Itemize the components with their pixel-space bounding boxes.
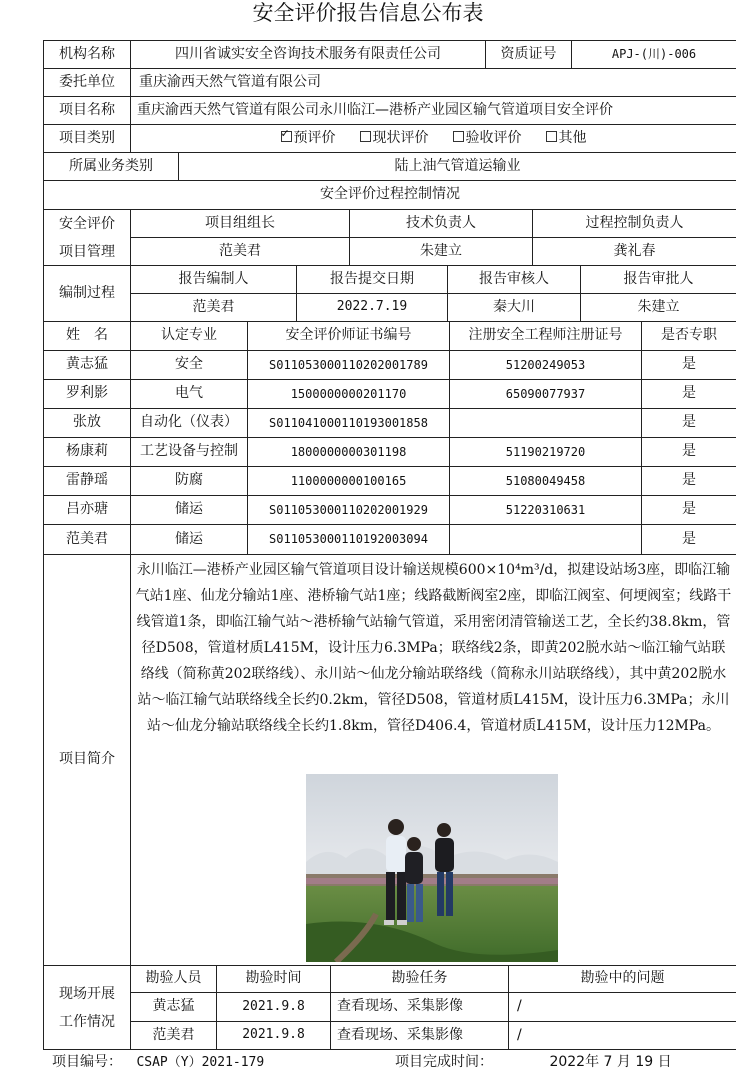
staff-name: 杨康莉 [43, 437, 130, 466]
staff-cert: 1100000000100165 [247, 466, 449, 495]
intro-text: 永川临江—港桥产业园区输气管道项目设计输送规模600×10⁴m³/d，拟建设站场3座，即临江输气站1座、仙龙分输站1座、港桥输气站1座；线路截断阀室2座，即临江阀室、何埂阀室；线路干线管道1条，即临江输气站～港桥输气站输气管道，采用密闭清管输送工艺，全长约38.8km，管径D508，管道材质L415M，设计压力6.3MPa；联络线2条，即黄202脱水站～临江输气站联络线（简称黄202联络线）、永川站～仙龙分输站联络线（简称永川站联络线），其中黄202脱水站～临江输气站联络线全长约0.2km，管径D508，管道材质L415M，设计压力6.3MPa；永川站～仙龙分输站联络线全长约1.8km，管径D406.4，管道材质L415M，设计压力12MPa。 [130, 554, 736, 772]
survey-header-time: 勘验时间 [216, 965, 330, 992]
checkbox-icon [546, 131, 557, 142]
survey-task: 查看现场、采集影像 [330, 992, 508, 1021]
photo-area [130, 772, 736, 965]
survey-issue: / [508, 992, 736, 1021]
info-table [43, 40, 736, 1050]
compile-value-approver: 朱建立 [580, 293, 736, 321]
staff-cert: 1500000000201170 [247, 379, 449, 408]
category-option-other: 其他 [546, 130, 587, 148]
staff-name: 黄志猛 [43, 350, 130, 379]
org-label: 机构名称 [43, 40, 130, 68]
control-header: 安全评价过程控制情况 [43, 180, 736, 209]
business-value: 陆上油气管道运输业 [178, 152, 736, 180]
staff-header-full: 是否专职 [641, 321, 736, 350]
staff-full: 是 [641, 437, 736, 466]
survey-time: 2021.9.8 [216, 992, 330, 1021]
staff-full: 是 [641, 466, 736, 495]
staff-full: 是 [641, 524, 736, 554]
project-code: 项目编号： CSAP（Y）2021-179 [52, 1054, 265, 1070]
staff-header-name: 姓 名 [43, 321, 130, 350]
category-option-accept: 验收评价 [453, 130, 522, 148]
survey-header-task: 勘验任务 [330, 965, 508, 992]
management-label: 安全评价 项目管理 [43, 209, 130, 265]
staff-major: 防腐 [130, 466, 247, 495]
staff-major: 自动化（仪表） [130, 408, 247, 437]
staff-reg [449, 524, 641, 554]
mgmt-header-leader: 项目组组长 [130, 209, 349, 237]
staff-major: 储运 [130, 495, 247, 524]
staff-reg [449, 408, 641, 437]
category-label: 项目类别 [43, 124, 130, 152]
checked-box-icon [281, 131, 292, 142]
staff-cert: S011053000110202001929 [247, 495, 449, 524]
compile-header-approver: 报告审批人 [580, 265, 736, 293]
staff-name: 雷静瑶 [43, 466, 130, 495]
mgmt-header-tech: 技术负责人 [349, 209, 532, 237]
staff-name: 范美君 [43, 524, 130, 554]
mgmt-value-process: 龚礼春 [532, 237, 736, 265]
business-label: 所属业务类别 [43, 152, 178, 180]
staff-header-cert: 安全评价师证书编号 [247, 321, 449, 350]
staff-cert: S011041000110193001858 [247, 408, 449, 437]
compile-header-author: 报告编制人 [130, 265, 296, 293]
staff-reg: 51200249053 [449, 350, 641, 379]
compile-value-author: 范美君 [130, 293, 296, 321]
checkbox-icon [360, 131, 371, 142]
category-option-pre: ✓ 预评价 [281, 130, 336, 148]
survey-header-issue: 勘验中的问题 [508, 965, 736, 992]
staff-full: 是 [641, 495, 736, 524]
survey-person: 黄志猛 [130, 992, 216, 1021]
staff-name: 罗利影 [43, 379, 130, 408]
staff-full: 是 [641, 408, 736, 437]
category-option-status: 现状评价 [360, 130, 429, 148]
compile-value-reviewer: 秦大川 [447, 293, 580, 321]
completion-time: 项目完成时间： 2022年 7 月 19 日 [395, 1054, 672, 1070]
site-photo [306, 774, 558, 962]
survey-header-person: 勘验人员 [130, 965, 216, 992]
staff-header-reg: 注册安全工程师注册证号 [449, 321, 641, 350]
cert-value: APJ-(川)-006 [571, 40, 736, 68]
staff-cert: S011053000110202001789 [247, 350, 449, 379]
compile-value-date: 2022.7.19 [296, 293, 447, 321]
intro-label: 项目简介 [43, 554, 130, 965]
project-name-label: 项目名称 [43, 96, 130, 124]
org-value: 四川省诚实安全咨询技术服务有限责任公司 [130, 40, 485, 68]
category-options [130, 124, 736, 152]
staff-reg: 65090077937 [449, 379, 641, 408]
staff-reg: 51190219720 [449, 437, 641, 466]
mgmt-value-leader: 范美君 [130, 237, 349, 265]
cert-label: 资质证号 [485, 40, 571, 68]
client-label: 委托单位 [43, 68, 130, 96]
project-name-value: 重庆渝西天然气管道有限公司永川临江—港桥产业园区输气管道项目安全评价 [130, 96, 736, 124]
staff-major: 电气 [130, 379, 247, 408]
survey-time: 2021.9.8 [216, 1021, 330, 1050]
compile-label: 编制过程 [43, 265, 130, 321]
staff-header-major: 认定专业 [130, 321, 247, 350]
staff-cert: 1800000000301198 [247, 437, 449, 466]
staff-major: 工艺设备与控制 [130, 437, 247, 466]
staff-cert: S011053000110192003094 [247, 524, 449, 554]
compile-header-date: 报告提交日期 [296, 265, 447, 293]
survey-label: 现场开展 工作情况 [43, 965, 130, 1050]
staff-major: 储运 [130, 524, 247, 554]
staff-full: 是 [641, 350, 736, 379]
staff-reg: 51220310631 [449, 495, 641, 524]
checkbox-icon [453, 131, 464, 142]
page-title: 安全评价报告信息公布表 [252, 1, 484, 25]
staff-name: 张放 [43, 408, 130, 437]
survey-task: 查看现场、采集影像 [330, 1021, 508, 1050]
survey-issue: / [508, 1021, 736, 1050]
survey-person: 范美君 [130, 1021, 216, 1050]
client-value: 重庆渝西天然气管道有限公司 [130, 68, 736, 96]
staff-reg: 51080049458 [449, 466, 641, 495]
staff-full: 是 [641, 379, 736, 408]
staff-name: 吕亦瑭 [43, 495, 130, 524]
compile-header-reviewer: 报告审核人 [447, 265, 580, 293]
mgmt-header-process: 过程控制负责人 [532, 209, 736, 237]
mgmt-value-tech: 朱建立 [349, 237, 532, 265]
staff-major: 安全 [130, 350, 247, 379]
